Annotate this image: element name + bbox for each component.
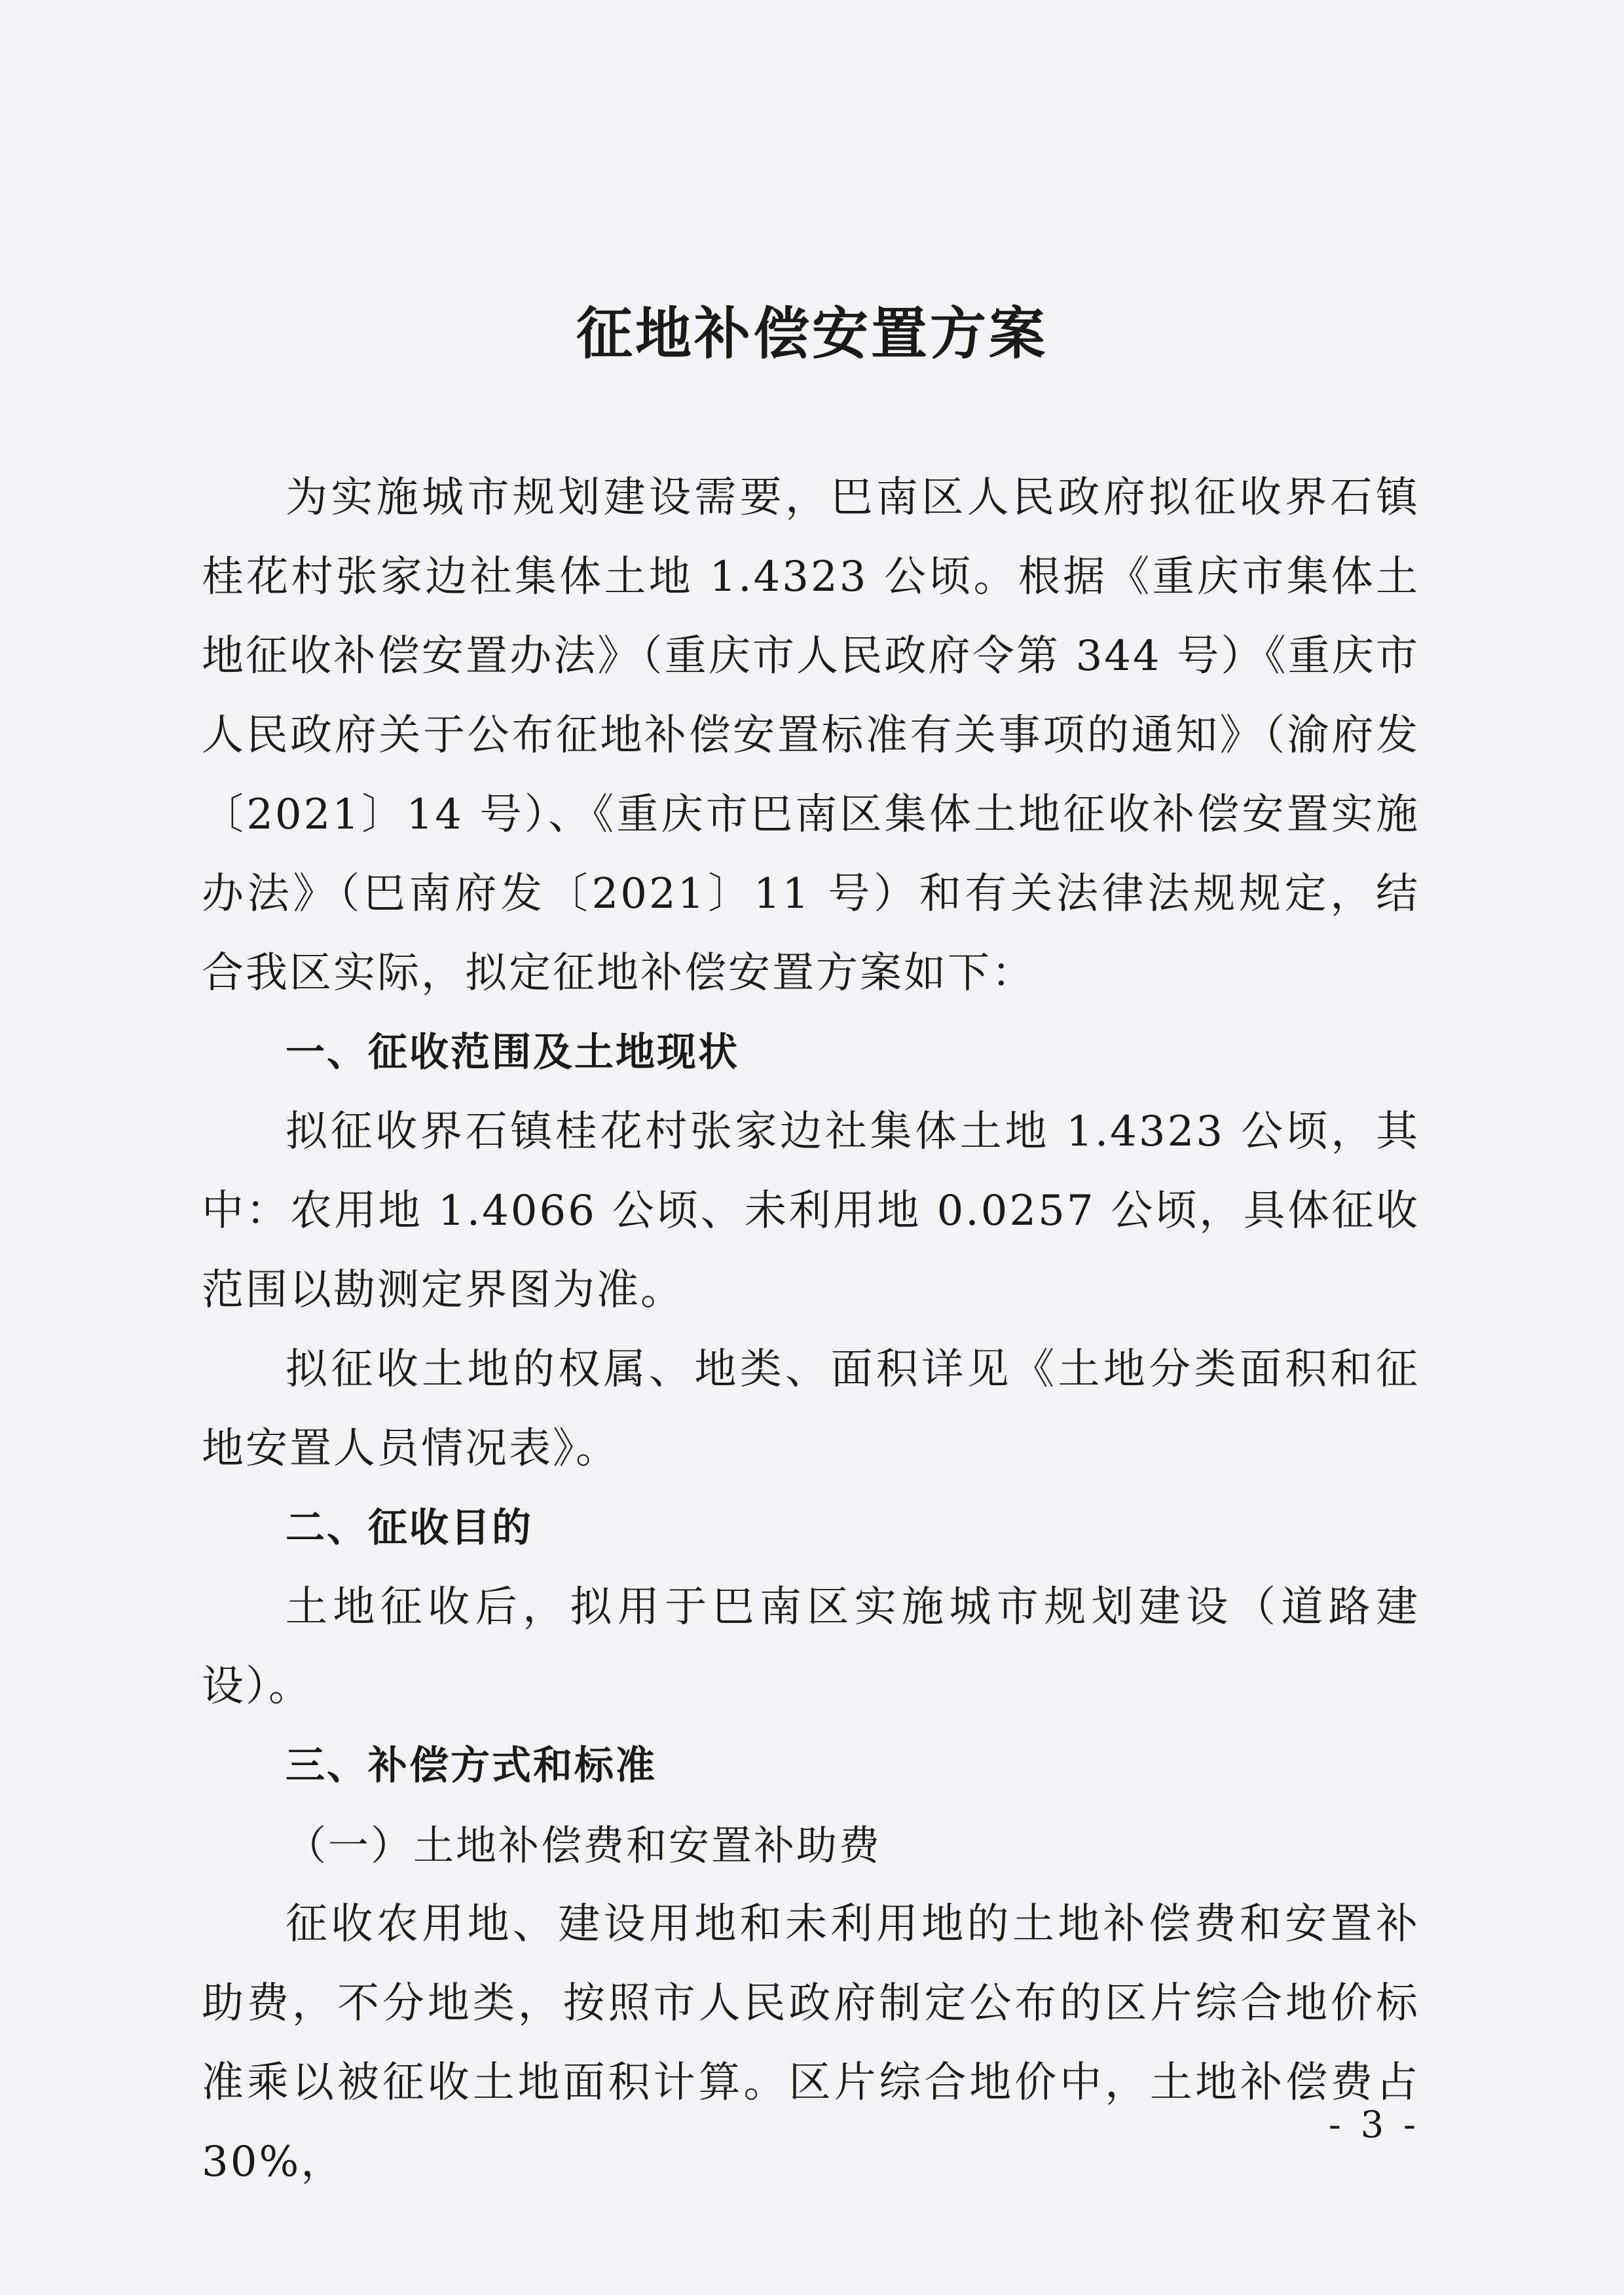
page-number: - 3 - [1328, 2104, 1420, 2146]
section-3-heading: 三、补偿方式和标准 [286, 1743, 657, 1789]
section-1-heading: 一、征收范围及土地现状 [286, 1030, 739, 1075]
document-title: 征地补偿安置方案 [576, 301, 1048, 367]
section-3-paragraph-1: 征收农用地、建设用地和未利用地的土地补偿费和安置补助费，不分地类，按照市人民政府制定公布的区片综合地价标准乘以被征收土地面积计算。区片综合地价中，土地补偿费占 30%， [202, 1900, 1420, 2186]
section-2-heading: 二、征收目的 [286, 1505, 533, 1551]
document-body [202, 458, 1420, 2202]
section-1-paragraph-1: 拟征收界石镇桂花村张家边社集体土地 1.4323 公顷，其中：农用地 1.4066 公顷、未利用地 0.0257 公顷，具体征收范围以勘测定界图为准。 [202, 1108, 1420, 1315]
section-2-paragraph-1: 土地征收后，拟用于巴南区实施城市规划建设（道路建设）。 [202, 1583, 1420, 1711]
section-1-paragraph-2: 拟征收土地的权属、地类、面积详见《土地分类面积和征地安置人员情况表》。 [202, 1345, 1420, 1473]
section-3-subheading: （一）土地补偿费和安置补助费 [286, 1821, 882, 1869]
intro-paragraph: 为实施城市规划建设需要，巴南区人民政府拟征收界石镇桂花村张家边社集体土地 1.4323 公顷。根据《重庆市集体土地征收补偿安置办法》（重庆市人民政府令第 344 号）《重庆市人民政府关于公布征地补偿安置标准有关事项的通知》（渝府发〔2021〕14 号）、《重庆市巴南区集体土地征收补偿安置实施办法》（巴南府发〔2021〕11 号）和有关法律法规规定，结合我区实际，拟定征地补偿安置方案如下： [202, 474, 1420, 998]
